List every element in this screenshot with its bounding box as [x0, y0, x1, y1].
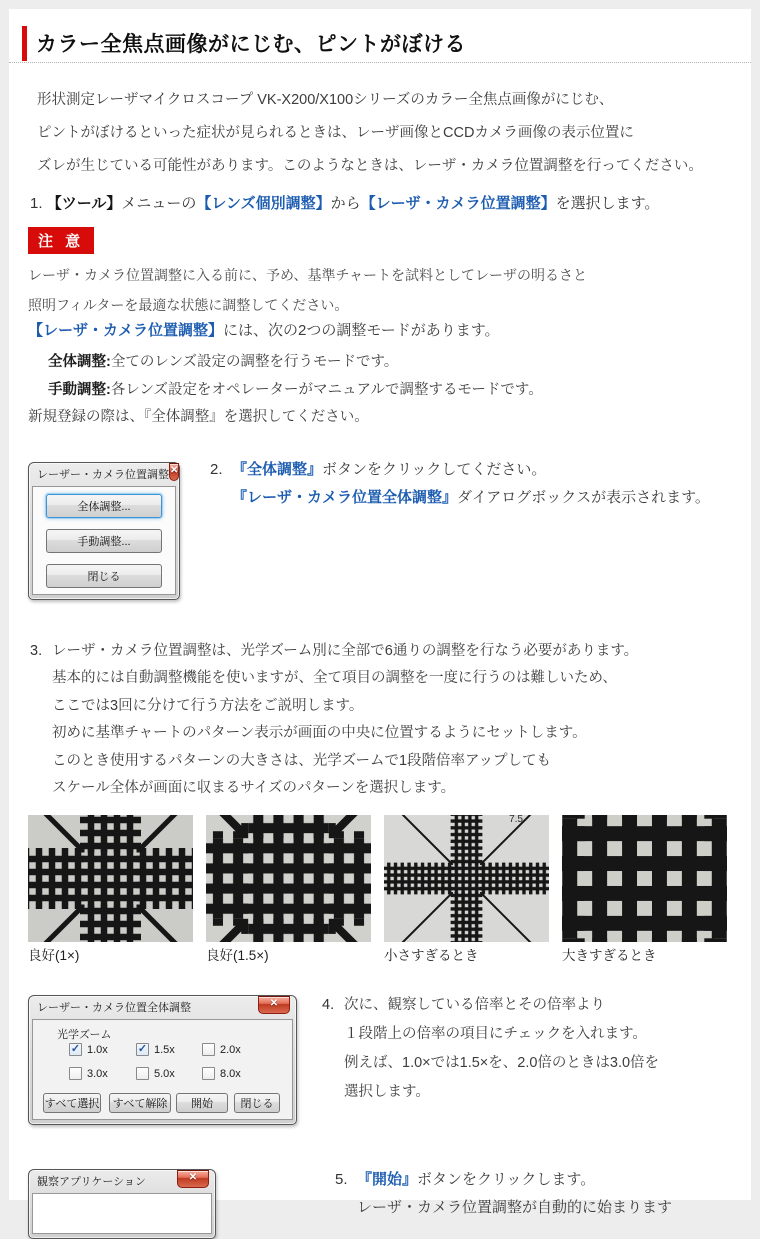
step-3-line: ここでは3回に分けて行う方法をご説明します。 [52, 697, 364, 714]
modes-heading [28, 319, 500, 340]
link-zentai-dialog: 『レーザ・カメラ位置全体調整』 [232, 489, 458, 506]
modes-note: 新規登録の際は、『全体調整』を選択してください。 [28, 409, 369, 425]
close-button[interactable]: 閉じる [46, 564, 162, 588]
pattern-caption: 良好(1.5×) [206, 948, 269, 963]
caution-text [28, 260, 587, 320]
step-3-line: スケール全体が画面に収まるサイズのパターンを選択します。 [52, 780, 456, 797]
step-4-line: 次に、観察している倍率とその倍率より [344, 997, 605, 1013]
step-1-text: から [330, 195, 361, 212]
link-laser-camera-adjust: 【レーザ・カメラ位置調整】 [360, 195, 556, 212]
pattern-scale-annotation: 7.5 [509, 814, 523, 825]
link-zentai-chousei: 『全体調整』 [232, 461, 323, 478]
checkbox-box[interactable] [202, 1067, 215, 1080]
pattern-caption: 小さすぎるとき [384, 948, 479, 963]
dialog-titlebar[interactable] [32, 1173, 212, 1193]
step-3 [30, 638, 639, 802]
step-4-line: １段階上の倍率の項目にチェックを入れます。 [344, 1026, 647, 1042]
chart-pattern-good-1-5x [206, 815, 371, 942]
step-2-number: 2. [210, 461, 223, 478]
close-icon[interactable]: ✕ [258, 996, 290, 1014]
step-5-number: 5. [335, 1171, 348, 1188]
chart-pattern-too-large [562, 815, 727, 942]
dialog-body [32, 1019, 293, 1120]
checkbox-3-0x[interactable] [69, 1067, 108, 1080]
dialog-laser-camera-adjust [28, 462, 180, 600]
step-3-line: 初めに基準チャートのパターン表示が画面の中央に位置するようにセットします。 [52, 725, 587, 742]
deselect-all-button[interactable]: すべて解除 [109, 1093, 171, 1113]
step-4-number: 4. [322, 997, 335, 1013]
close-icon[interactable]: ✕ [177, 1170, 209, 1188]
mode-item-zentai [48, 350, 398, 371]
zentai-chousei-button[interactable]: 全体調整... [46, 494, 162, 518]
caution-line: レーザ・カメラ位置調整に入る前に、予め、基準チャートを試料としてレーザの明るさと [28, 267, 588, 283]
shudou-chousei-button[interactable]: 手動調整... [46, 529, 162, 553]
caution-badge: 注 意 [28, 227, 94, 254]
pattern-image-good-1-5x [206, 815, 371, 942]
dialog-kansatsu-application [28, 1169, 216, 1239]
link-kaishi: 『開始』 [357, 1171, 418, 1188]
dialog-body [32, 1193, 212, 1234]
step-5-line [357, 1166, 672, 1194]
pattern-image-too-large [562, 815, 727, 942]
step-5-text: ボタンをクリックします。 [417, 1171, 596, 1188]
dialog-title: レーザー・カメラ位置調整 [37, 469, 169, 481]
pattern-caption: 良好(1×) [28, 948, 80, 963]
mode-desc: 各レンズ設定をオペレーターがマニュアルで調整するモードです。 [110, 382, 543, 398]
checkbox-label: 5.0x [154, 1067, 175, 1080]
checkbox-label: 1.5x [154, 1043, 175, 1056]
title-accent-bar [22, 26, 27, 61]
checkbox-1-5x[interactable] [136, 1043, 175, 1056]
checkbox-box[interactable] [136, 1067, 149, 1080]
step-3-line: レーザ・カメラ位置調整は、光学ズーム別に全部で6通りの調整を行なう必要があります。 [52, 643, 639, 659]
step-2 [210, 456, 710, 512]
step-2-line [232, 484, 710, 512]
step-2-line [232, 456, 710, 484]
step-3-line: 基本的には自動調整機能を使いますが、全て項目の調整を一度に行うのは難しいため、 [52, 670, 617, 687]
checkbox-label: 2.0x [220, 1043, 241, 1056]
checkbox-box[interactable] [69, 1067, 82, 1080]
intro-line: ズレが生じている可能性があります。このようなときは、レーザ・カメラ位置調整を行ってください。 [37, 158, 703, 174]
step-1-number: 1. [30, 195, 43, 212]
mode-desc: 全てのレンズ設定の調整を行うモードです。 [110, 354, 399, 370]
dialog-laser-camera-full-adjust [28, 995, 297, 1125]
mode-item-shudou [48, 378, 543, 399]
dialog-title: レーザー・カメラ位置全体調整 [37, 1002, 191, 1014]
dialog-body [32, 486, 176, 595]
chart-pattern-good-1x [28, 815, 193, 942]
checkbox-label: 1.0x [87, 1043, 108, 1056]
close-icon[interactable]: ✕ [169, 463, 179, 481]
page-title: カラー全焦点画像がにじむ、ピントがぼける [36, 33, 466, 56]
link-lens-adjust: 【レンズ個別調整】 [196, 195, 331, 212]
step-4-line: 例えば、1.0×では1.5×を、2.0倍のときは3.0倍を [344, 1055, 660, 1071]
menu-name-tool: 【ツール】 [46, 195, 122, 212]
checkbox-2-0x[interactable] [202, 1043, 241, 1056]
checkbox-5-0x[interactable] [136, 1067, 175, 1080]
checkbox-1-0x[interactable] [69, 1043, 108, 1056]
step-1-text: メニューの [121, 195, 197, 212]
pattern-caption: 大きすぎるとき [562, 948, 657, 963]
close-button[interactable]: 閉じる [234, 1093, 280, 1113]
intro-line: 形状測定レーザマイクロスコープ VK-X200/X100シリーズのカラー全焦点画像がにじむ、 [37, 92, 614, 108]
intro-line: ピントがぼけるといった症状が見られるときは、レーザ画像とCCDカメラ画像の表示位置に [37, 125, 634, 141]
link-laser-camera-adjust: 【レーザ・カメラ位置調整】 [28, 322, 224, 339]
mode-label: 全体調整: [48, 354, 111, 370]
step-5 [335, 1166, 673, 1222]
dialog-title: 観察アプリケーション [37, 1176, 146, 1188]
step-3-line: このとき使用するパターンの大きさは、光学ズームで1段階倍率アップしても [52, 752, 552, 769]
optical-zoom-label: 光学ズーム [57, 1029, 112, 1041]
mode-label: 手動調整: [48, 382, 111, 398]
pattern-image-too-small [384, 815, 549, 942]
checkbox-label: 8.0x [220, 1067, 241, 1080]
chart-pattern-too-small [384, 815, 549, 942]
checkbox-box[interactable] [202, 1043, 215, 1056]
checkbox-box[interactable]: ✓ [70, 1043, 81, 1055]
checkbox-box[interactable]: ✓ [137, 1043, 148, 1055]
modes-heading-rest: には、次の2つの調整モードがあります。 [223, 322, 500, 339]
select-all-button[interactable]: すべて選択 [43, 1093, 101, 1113]
step-1-text: を選択します。 [555, 195, 660, 212]
step-3-number: 3. [30, 643, 43, 659]
step-4-line: 選択します。 [344, 1084, 430, 1100]
step-5-line: レーザ・カメラ位置調整が自動的に始まります [357, 1199, 673, 1216]
start-button[interactable]: 開始 [176, 1093, 228, 1113]
step-1 [30, 192, 659, 213]
header-divider [9, 62, 751, 63]
checkbox-label: 3.0x [87, 1067, 108, 1080]
dialog-titlebar[interactable] [32, 999, 293, 1019]
dialog-titlebar[interactable] [32, 465, 179, 486]
step-4 [322, 991, 660, 1107]
caution-line: 照明フィルターを最適な状態に調整してください。 [28, 297, 349, 313]
intro-paragraph [37, 84, 703, 183]
step-2-text: ダイアログボックスが表示されます。 [457, 489, 710, 506]
step-2-text: ボタンをクリックしてください。 [322, 461, 547, 478]
pattern-image-good-1x [28, 815, 193, 942]
checkbox-8-0x[interactable] [202, 1067, 241, 1080]
